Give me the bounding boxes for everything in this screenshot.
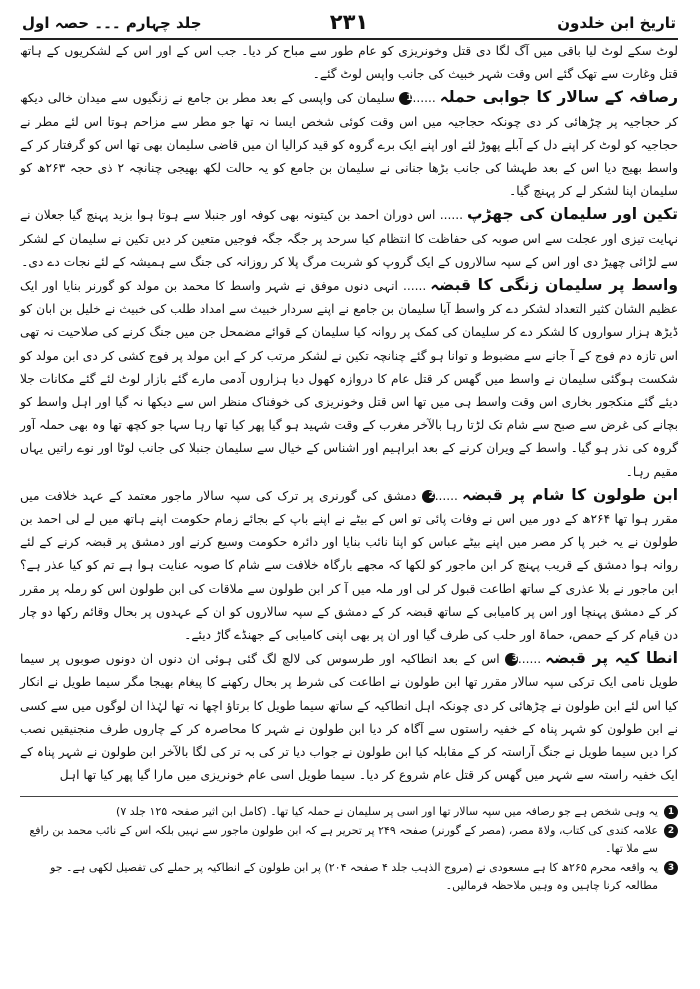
footnote-marker: 1 <box>399 92 412 105</box>
section-heading: واسط پر سلیمان زنگی کا قبضہ <box>430 276 679 295</box>
section-text: اس دوران احمد بن کیتونہ بھی کوفہ اور جنبلا سے ہوتا ہوا بزید پہنچ گیا جعلان نے نہایت تیزی اور عجلت سے اس صوبہ کی حفاظت کا انتظام کیا سرحد پر جگہ جگہ فوجیں متعین کر دیں تکین نے سلیمان کے لشکر سے لڑائی چھیڑ دی اور اس کے سپہ سالاروں کے ایک گروپ کو شربت مرگ پلا کر روزانہ کی جنگ سے ہمیشہ کے لئے نجات دے دی۔ <box>20 208 678 269</box>
section-ibn-tulun-sham: ابن طولون کا شام پر قبضہ......2 دمشق کی گورنری پر ترک کی سپہ سالار ماجور معتمد کے عہد خلافت میں مقرر ہوا تھا ۲۶۴ھ کے دور میں اس نے وفات پائی تو اس کے بیٹے نے اپنے باپ کے بجائے زمام حکومت اپنے ہاتھ میں لے لی احمد بن طولون نے یہ خبر پا کر مصر میں اپنے بیٹے عباس کو اپنا نائب بنایا اور دائرہ حکومت وسیع کرنے اور دمشق پر قبضہ کرنے کے لئے روانہ ہوا دمشق کے قریب پہنچ کر ابن ماجور کو لکھا کہ مجھے بارگاہ خلافت سے شام کا صوبہ عنایت ہوا ہے تم کو کیا عذر ہے؟ ابن ماجور نے بلا عذری کے ساتھ اطاعت قبول کر لی اور ملہ میں آ کر ابن طولون سے ملاقات کی ابن طولون اس کو رملہ پر مقرر کر کے دمشق پہنچا اور اس پر کامیابی کے ساتھ قبضہ کر کے دمشق کے سپہ سالاروں کو ان کے عہدوں پر بحال وقائم رکھا دو چار دن قیام کر کے حمص، حماۃ اور حلب کی طرف گیا اور ان پر بھی اپنی کامیابی کے جھنڈے گاڑ دیئے۔ <box>20 485 679 643</box>
section-text: سلیمان کی واپسی کے بعد مطر بن جامع نے زنگیوں سے میدان خالی دیکھ کر حجاجیہ پر چڑھائی کر دی چونکہ حجاجیہ میں اس وقت کوئی شخص ایسا نہ تھا جو مطر سے مزاحم ہوتا اس لئے مطر نے حجاجیہ کو لوٹ کر اپنے دل کے آبلے پھوڑ لئے اور اپنے ایک برے گروہ کو قید کرالیا ان میں قاضی سلیمان بھی تھا اس کو گرفتار کر کے واسط بھیج دیا اس کے بعد طہشا کی جانب بڑھا جنانی نے سلیمان بن جامع کو یہ حالت لکھ بھیجی چنانچہ ۲ ذی حجہ ۲۶۳ھ کو سلیمان اپنا لشکر لے کر پہنچ گیا۔ <box>20 91 679 199</box>
footnote-text: یہ واقعہ محرم ۲۶۵ھ کا ہے مسعودی نے (مروج الذہب جلد ۴ صفحہ ۲۰۴) پر ابن طولون کے انطاکیہ پر حملے کی تفصیل لکھی ہے۔ جو مطالعہ کرنا چاہیں وہ وہیں ملاحظہ فرمالیں۔ <box>50 861 658 892</box>
footnote-number: 2 <box>664 824 678 838</box>
page-number: ۲۳۱ <box>329 10 369 34</box>
book-title: تاریخ ابن خلدون <box>557 14 676 32</box>
footnote-text: علامہ کندی کی کتاب، ولاۃ مصر، (مصر کے گورنر) صفحہ ۲۴۹ پر تحریر ہے کہ ابن طولون ماجور سے نہیں بلکہ اس کے نائب محمد بن رافع سے ملا تھا۔ <box>29 824 658 855</box>
page-header <box>20 8 678 40</box>
intro-paragraph: لوٹ سکے لوٹ لیا باقی میں آگ لگا دی قتل وخونریزی کو عام طور سے مباح کر دیا۔ جب اس کے اور اس کے لشکریوں کے ہاتھ قتل وغارت سے تھک گئے اس وقت شہر خبیث کی جانب واپس لوٹ گئے۔ <box>20 44 678 82</box>
section-takin: تکین اور سلیمان کی جھڑپ...... اس دوران احمد بن کیتونہ بھی کوفہ اور جنبلا سے ہوتا ہوا بزید پہنچ گیا جعلان نے نہایت تیزی اور عجلت سے اس صوبہ کی حفاظت کا انتظام کیا سرحد پر جگہ جگہ فوجیں متعین کر دیں تکین نے سلیمان کے لشکر سے لڑائی چھیڑ دی اور اس کے سپہ سالاروں کے ایک گروپ کو شربت مرگ پلا کر روزانہ کی جنگ سے ہمیشہ کے لئے نجات دے دی۔ <box>20 205 679 269</box>
volume-label: جلد چہارم ۔۔۔ حصہ اول <box>22 14 202 32</box>
section-heading: رصافہ کے سالار کا جوابی حملہ <box>439 88 678 107</box>
footnotes <box>20 803 678 895</box>
section-rusafa: رصافہ کے سالار کا جوابی حملہ......1 سلیمان کی واپسی کے بعد مطر بن جامع نے زنگیوں سے میدان خالی دیکھ کر حجاجیہ پر چڑھائی کر دی چونکہ حجاجیہ میں اس وقت کوئی شخص ایسا نہ تھا جو مطر سے مزاحم ہوتا اس لئے مطر نے حجاجیہ کو لوٹ کر اپنے دل کے آبلے پھوڑ لئے اور اپنے ایک برے گروہ کو قید کرالیا ان میں قاضی سلیمان بھی تھا اس کو گرفتار کر کے واسط بھیج دیا اس کے بعد طہشا کی جانب بڑھا جنانی نے سلیمان بن جامع کو یہ حالت لکھ بھیجی چنانچہ ۲ ذی حجہ ۲۶۳ھ کو سلیمان اپنا لشکر لے کر پہنچ گیا۔ <box>20 88 679 199</box>
section-heading: تکین اور سلیمان کی جھڑپ <box>467 205 679 224</box>
body-text <box>20 40 678 788</box>
section-heading: انطا کیہ پر قبضہ <box>545 649 678 668</box>
footnote <box>20 803 678 821</box>
section-text: اس کے بعد انطاکیہ اور طرسوس کی لالچ لگ گئی ہوئی ان دنوں ان دونوں صوبوں پر سیما طویل نامی ایک ترکی سپہ سالار مقرر تھا ابن طولون نے اطاعت کی شرط پر بحال رکھنے کا پیغام بھیجا مگر سیما طویل نے انکار کیا اس لئے ابن طولون نے چڑھائی کر دی چونکہ اہل انطاکیہ کے ساتھ سیما طویل کا برتاؤ اچھا نہ تھا لہٰذا ان لوگوں میں سے کسی نے ابن طولون کو شہر پناہ کے خفیہ راستوں سے آگاہ کر دیا ابن طولون نے شہر کا محاصرہ کر کے چاروں طرف منجنیقیں نصب کرا دیں سیما طویل نے جنگ آراستہ کر کے مقابلہ کیا ابن طولون نے جواب دیا تر کی بہ تر کی لگا بالآخر ابن طولون نے شہر پناہ کے ایک خفیہ راستہ سے شہر میں گھس کر قتل عام شروع کر دیا۔ سیما طویل اسی عام خونریزی میں مارا گیا پھر کیا تھا اہل <box>20 652 678 783</box>
footnote-number: 1 <box>664 805 678 819</box>
section-heading: ابن طولون کا شام پر قبضہ <box>461 485 679 504</box>
footnote-marker: 2 <box>422 490 435 503</box>
footnote <box>20 822 678 857</box>
section-antakya: انطا کیہ پر قبضہ......3 اس کے بعد انطاکیہ اور طرسوس کی لالچ لگ گئی ہوئی ان دنوں ان دونوں صوبوں پر سیما طویل نامی ایک ترکی سپہ سالار مقرر تھا ابن طولون نے اطاعت کی شرط پر بحال رکھنے کا پیغام بھیجا مگر سیما طویل نے انکار کیا اس لئے ابن طولون نے چڑھائی کر دی چونکہ اہل انطاکیہ کے ساتھ سیما طویل کا برتاؤ اچھا نہ تھا لہٰذا ان لوگوں میں سے کسی نے ابن طولون کو شہر پناہ کے خفیہ راستوں سے آگاہ کر دیا ابن طولون نے شہر کا محاصرہ کر کے چاروں طرف منجنیقیں نصب کرا دیں سیما طویل نے جنگ آراستہ کر کے مقابلہ کیا ابن طولون نے جواب دیا تر کی بہ تر کی لگا بالآخر ابن طولون نے شہر پناہ کے ایک خفیہ راستہ سے شہر میں گھس کر قتل عام شروع کر دیا۔ سیما طویل اسی عام خونریزی میں مارا گیا پھر کیا تھا اہل <box>20 649 678 783</box>
section-wasit: واسط پر سلیمان زنگی کا قبضہ...... انہی دنوں موفق نے شہر واسط کا محمد بن مولد کو گورنر بنایا اور ایک عظیم الشان کثیر التعداد لشکر دے کر واسط آیا سلیمان بن جامع نے اپنے سردار خبیث سے امداد طلب کی خبیث نے خلیل بن ابان کو ڈیڑھ ہزار سواروں کا لشکر دے کر سلیمان کی کمک پر روانہ کیا سلیمان کے قوائے مضمحل جن میں جنگ کرنے کی صلاحیت نہ تھی اس تازہ دم فوج کے آ جانے سے مضبوط و توانا ہو گئے چنانچہ تکین نے لشکر مرتب کر کے ابن مولد پر فوج کشی کر دی ابن مولد کو شکست ہوگئی سلیمان نے واسط میں گھس کر قتل عام کا دروازہ کھول دیا ہزاروں آدمی مارے گئے بازار لوٹ لئے گئے مکانات جلا دیئے گئے منکجور بخاری اس وقت واسط ہی میں تھا اس قتل وخونریزی کی خوفناک منظر اس سے دیکھا نہ گیا اور اہل واسط کو بچانے کی غرض سے صبح سے شام تک لڑتا رہا بالآخر مغرب کے وقت شہید ہو گیا پھر کیا تھا رہا سہا جو کچھ تھا وہ بھی حملہ آور گروہ کی نذر ہو گیا۔ واسط کے ویران کرنے کے بعد ابراہیم اور اشناس کے خیال سے سلیمان جنبلا کی جانب لوٹا اور نوے راتیں یہاں مقیم رہا۔ <box>20 276 679 479</box>
footnote-marker: 3 <box>505 653 518 666</box>
footnote-number: 3 <box>664 861 678 875</box>
footnote-text: یہ وہی شخص ہے جو رصافہ میں سپہ سالار تھا اور اسی پر سلیمان نے حملہ کیا تھا۔ (کامل ابن اثیر صفحہ ۱۲۵ جلد ۷) <box>116 804 658 818</box>
section-text: دمشق کی گورنری پر ترک کی سپہ سالار ماجور معتمد کے عہد خلافت میں مقرر ہوا تھا ۲۶۴ھ کے دور میں اس نے وفات پائی تو اس کے بیٹے نے اپنے باپ کے بجائے زمام حکومت اپنے ہاتھ میں لے لی احمد بن طولون نے یہ خبر پا کر مصر میں اپنے بیٹے عباس کو اپنا نائب بنایا اور دائرہ حکومت وسیع کرنے اور دمشق پر قبضہ کرنے کے لئے روانہ ہوا دمشق کے قریب پہنچ کر ابن ماجور کو لکھا کہ مجھے بارگاہ خلافت سے شام کا صوبہ عنایت ہوا ہے تم کو کیا عذر ہے؟ ابن ماجور نے بلا عذری کے ساتھ اطاعت قبول کر لی اور ملہ میں آ کر ابن طولون سے ملاقات کی ابن طولون اس کو رملہ پر مقرر کر کے دمشق پہنچا اور اس پر کامیابی کے ساتھ قبضہ کر کے دمشق کے سپہ سالاروں کو ان کے عہدوں پر بحال وقائم رکھا دو چار دن قیام کر کے حمص، حماۃ اور حلب کی طرف گیا اور ان پر بھی اپنی کامیابی کے جھنڈے گاڑ دیئے۔ <box>20 488 678 643</box>
footnote-divider <box>20 796 678 797</box>
footnote <box>20 859 678 894</box>
section-text: انہی دنوں موفق نے شہر واسط کا محمد بن مولد کو گورنر بنایا اور ایک عظیم الشان کثیر التعداد لشکر دے کر واسط آیا سلیمان بن جامع نے اپنے سردار خبیث سے امداد طلب کی خبیث نے خلیل بن ابان کو ڈیڑھ ہزار سواروں کا لشکر دے کر سلیمان کی کمک پر روانہ کیا سلیمان کے قوائے مضمحل جن میں جنگ کرنے کی صلاحیت نہ تھی اس تازہ دم فوج کے آ جانے سے مضبوط و توانا ہو گئے چنانچہ تکین نے لشکر مرتب کر کے ابن مولد پر فوج کشی کر دی ابن مولد کو شکست ہوگئی سلیمان نے واسط میں گھس کر قتل عام کا دروازہ کھول دیا ہزاروں آدمی مارے گئے بازار لوٹ لئے گئے مکانات جلا دیئے گئے منکجور بخاری اس وقت واسط ہی میں تھا اس قتل وخونریزی کی خوفناک منظر اس سے دیکھا نہ گیا اور اہل واسط کو بچانے کی غرض سے صبح سے شام تک لڑتا رہا بالآخر مغرب کے وقت شہید ہو گیا پھر کیا تھا رہا سہا جو کچھ تھا وہ بھی حملہ آور گروہ کی نذر ہو گیا۔ واسط کے ویران کرنے کے بعد ابراہیم اور اشناس کے خیال سے سلیمان جنبلا کی جانب لوٹا اور نوے راتیں یہاں مقیم رہا۔ <box>20 279 678 479</box>
